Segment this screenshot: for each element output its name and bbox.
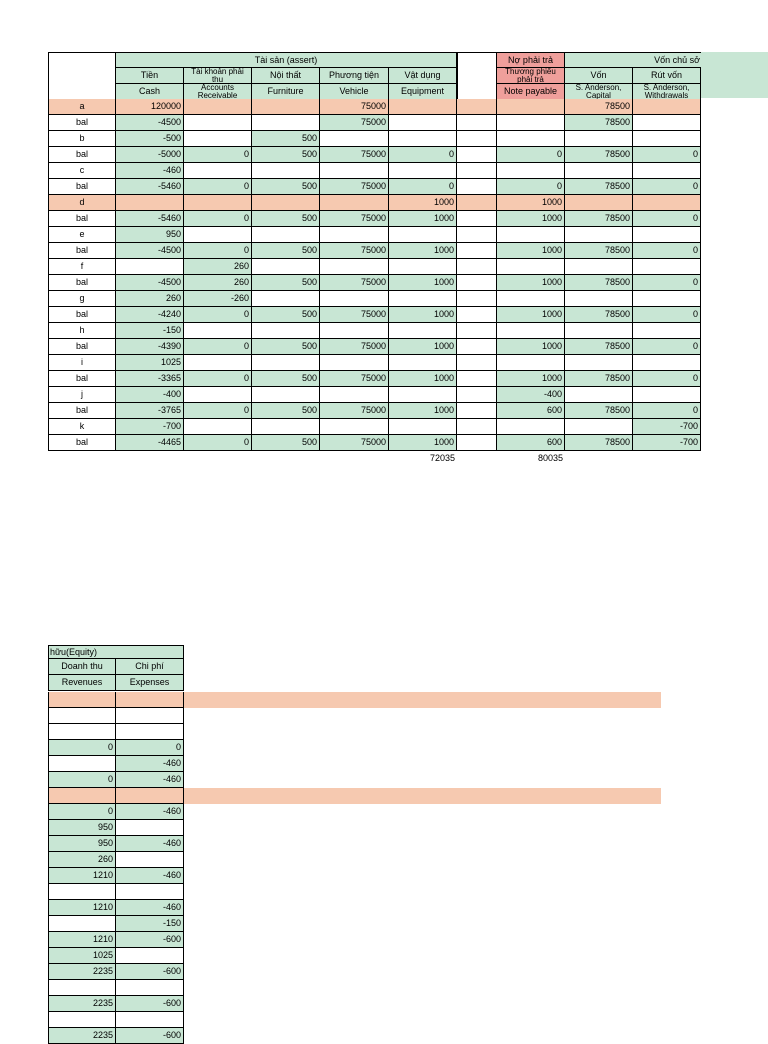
cell-expenses: [116, 980, 184, 996]
row-label-header[interactable]: [48, 52, 116, 100]
cell-withdrawals: -700: [633, 419, 701, 435]
equity-title-continued: hữu(Equity): [48, 645, 184, 659]
cell-accounts-receivable: [184, 227, 252, 243]
cell-equipment: [389, 227, 457, 243]
cell-note-payable: 1000: [497, 339, 565, 355]
cell-note-payable: 600: [497, 403, 565, 419]
cell-spacer: [457, 99, 497, 115]
cell-cash: -460: [116, 163, 184, 179]
cell-furniture: 500: [252, 339, 320, 355]
cell-capital: 78500: [565, 147, 633, 163]
header-vehicle-vi: Phương tiện: [320, 68, 389, 84]
cell-furniture: [252, 419, 320, 435]
cell-revenues: [48, 916, 116, 932]
cell-equipment: [389, 131, 457, 147]
cell-capital: [565, 355, 633, 371]
cell-cash: -700: [116, 419, 184, 435]
cell-accounts-receivable: [184, 323, 252, 339]
row-label: k: [48, 419, 116, 435]
cell-spacer: [457, 259, 497, 275]
cell-note-payable: [497, 131, 565, 147]
cell-cash: 1025: [116, 355, 184, 371]
cell-note-payable: [497, 419, 565, 435]
cell-capital: 78500: [565, 115, 633, 131]
cell-spacer: [457, 419, 497, 435]
cell-note-payable: 1000: [497, 195, 565, 211]
row-label: bal: [48, 243, 116, 259]
cell-accounts-receivable: 0: [184, 435, 252, 451]
cell-furniture: [252, 291, 320, 307]
cell-vehicle: 75000: [320, 243, 389, 259]
cell-accounts-receivable: 0: [184, 243, 252, 259]
cell-capital: [565, 291, 633, 307]
cell-spacer: [457, 195, 497, 211]
cell-note-payable: [497, 259, 565, 275]
cell-expenses: -150: [116, 916, 184, 932]
cell-cash: 120000: [116, 99, 184, 115]
cell-equipment: [389, 99, 457, 115]
cell-equipment: 1000: [389, 211, 457, 227]
decorative-green-block: [701, 52, 768, 98]
header-furniture-vi: Nội thất: [252, 68, 320, 84]
cell-revenues: [48, 788, 116, 804]
cell-cash: -500: [116, 131, 184, 147]
cell-equipment: 1000: [389, 371, 457, 387]
cell-spacer: [457, 179, 497, 195]
cell-furniture: 500: [252, 403, 320, 419]
cell-note-payable: -400: [497, 387, 565, 403]
cell-accounts-receivable: 0: [184, 339, 252, 355]
cell-note-payable: [497, 291, 565, 307]
cell-cash: [116, 259, 184, 275]
equity-title: Vốn chủ sở: [565, 52, 701, 68]
cell-expenses: -460: [116, 772, 184, 788]
cell-withdrawals: [633, 115, 701, 131]
cell-furniture: 500: [252, 243, 320, 259]
cell-withdrawals: 0: [633, 147, 701, 163]
cell-note-payable: 1000: [497, 211, 565, 227]
cell-capital: 78500: [565, 435, 633, 451]
cell-equipment: [389, 419, 457, 435]
header-revenues-vi: Doanh thu: [48, 659, 116, 675]
cell-note-payable: 0: [497, 179, 565, 195]
cell-vehicle: 75000: [320, 371, 389, 387]
cell-withdrawals: 0: [633, 307, 701, 323]
cell-cash: -4390: [116, 339, 184, 355]
row-label: bal: [48, 339, 116, 355]
cell-equipment: [389, 291, 457, 307]
cell-cash: [116, 195, 184, 211]
cell-withdrawals: [633, 131, 701, 147]
cell-capital: [565, 195, 633, 211]
cell-furniture: [252, 115, 320, 131]
cell-note-payable: 0: [497, 147, 565, 163]
cell-cash: -4240: [116, 307, 184, 323]
cell-revenues: 0: [48, 804, 116, 820]
cell-furniture: 500: [252, 275, 320, 291]
cell-vehicle: [320, 323, 389, 339]
cell-spacer: [457, 435, 497, 451]
cell-furniture: [252, 195, 320, 211]
cell-accounts-receivable: [184, 163, 252, 179]
cell-vehicle: [320, 163, 389, 179]
cell-capital: [565, 163, 633, 179]
cell-capital: 78500: [565, 371, 633, 387]
cell-cash: -4465: [116, 435, 184, 451]
cell-revenues: 1210: [48, 932, 116, 948]
cell-accounts-receivable: [184, 387, 252, 403]
row-label: bal: [48, 435, 116, 451]
cell-note-payable: 600: [497, 435, 565, 451]
row-label: c: [48, 163, 116, 179]
row-label: bal: [48, 211, 116, 227]
cell-withdrawals: [633, 163, 701, 179]
cell-expenses: [116, 692, 184, 708]
cell-accounts-receivable: 0: [184, 211, 252, 227]
header-note-payable-vi: Thương phiếu phải trả: [497, 68, 565, 84]
cell-expenses: -460: [116, 868, 184, 884]
cell-vehicle: 75000: [320, 115, 389, 131]
cell-cash: 950: [116, 227, 184, 243]
cell-cash: -4500: [116, 275, 184, 291]
cell-spacer: [457, 243, 497, 259]
header-cash-vi: Tiền: [116, 68, 184, 84]
cell-withdrawals: [633, 387, 701, 403]
cell-furniture: 500: [252, 131, 320, 147]
cell-accounts-receivable: 0: [184, 307, 252, 323]
cell-capital: [565, 323, 633, 339]
cell-revenues: 2235: [48, 996, 116, 1012]
cell-accounts-receivable: [184, 115, 252, 131]
cell-vehicle: [320, 419, 389, 435]
cell-equipment: 1000: [389, 243, 457, 259]
cell-withdrawals: 0: [633, 339, 701, 355]
cell-spacer: [457, 355, 497, 371]
cell-capital: 78500: [565, 307, 633, 323]
cell-note-payable: [497, 163, 565, 179]
cell-spacer: [457, 147, 497, 163]
cell-vehicle: [320, 355, 389, 371]
cell-cash: -3365: [116, 371, 184, 387]
cell-note-payable: [497, 227, 565, 243]
cell-revenues: [48, 708, 116, 724]
cell-vehicle: [320, 387, 389, 403]
cell-expenses: -460: [116, 900, 184, 916]
cell-capital: 78500: [565, 211, 633, 227]
spacer-header: [457, 52, 497, 100]
cell-revenues: 950: [48, 820, 116, 836]
cell-capital: [565, 131, 633, 147]
cell-spacer: [457, 227, 497, 243]
cell-revenues: [48, 692, 116, 708]
cell-withdrawals: [633, 227, 701, 243]
cell-spacer: [457, 307, 497, 323]
cell-equipment: [389, 259, 457, 275]
cell-revenues: 1025: [48, 948, 116, 964]
liabilities-title: Nợ phải trả: [497, 52, 565, 68]
cell-capital: 78500: [565, 179, 633, 195]
cell-expenses: [116, 948, 184, 964]
cell-furniture: 500: [252, 211, 320, 227]
row-label: j: [48, 387, 116, 403]
assets-title: Tài sản (assert): [116, 52, 457, 68]
header-expenses-vi: Chi phí: [116, 659, 184, 675]
cell-equipment: 1000: [389, 307, 457, 323]
cell-equipment: 1000: [389, 339, 457, 355]
cell-accounts-receivable: 260: [184, 275, 252, 291]
cell-cash: -150: [116, 323, 184, 339]
cell-equipment: 1000: [389, 435, 457, 451]
cell-revenues: 1210: [48, 868, 116, 884]
cell-accounts-receivable: 260: [184, 259, 252, 275]
cell-furniture: 500: [252, 147, 320, 163]
cell-equipment: 1000: [389, 195, 457, 211]
cell-withdrawals: 0: [633, 403, 701, 419]
row-label: i: [48, 355, 116, 371]
header-revenues-en: Revenues: [48, 675, 116, 691]
cell-expenses: -600: [116, 996, 184, 1012]
cell-spacer: [457, 371, 497, 387]
cell-expenses: 0: [116, 740, 184, 756]
header-vehicle-en: Vehicle: [320, 84, 389, 100]
cell-capital: 78500: [565, 403, 633, 419]
cell-expenses: -600: [116, 1028, 184, 1044]
cell-withdrawals: 0: [633, 211, 701, 227]
total-liabilities-equity: 80035: [537, 453, 563, 463]
row-label: e: [48, 227, 116, 243]
cell-withdrawals: 0: [633, 371, 701, 387]
cell-capital: 78500: [565, 243, 633, 259]
header-capital-vi: Vốn: [565, 68, 633, 84]
cell-vehicle: 75000: [320, 403, 389, 419]
cell-equipment: 1000: [389, 275, 457, 291]
cell-revenues: 0: [48, 740, 116, 756]
cell-furniture: 500: [252, 371, 320, 387]
cell-revenues: 2235: [48, 964, 116, 980]
cell-vehicle: 75000: [320, 435, 389, 451]
cell-cash: -400: [116, 387, 184, 403]
row-label: bal: [48, 147, 116, 163]
cell-revenues: [48, 884, 116, 900]
cell-furniture: 500: [252, 179, 320, 195]
cell-accounts-receivable: 0: [184, 179, 252, 195]
cell-expenses: [116, 852, 184, 868]
cell-cash: -5460: [116, 211, 184, 227]
header-equipment-en: Equipment: [389, 84, 457, 100]
cell-spacer: [457, 275, 497, 291]
cell-accounts-receivable: 0: [184, 371, 252, 387]
cell-expenses: -600: [116, 964, 184, 980]
row-label: bal: [48, 403, 116, 419]
cell-furniture: [252, 387, 320, 403]
cell-spacer: [457, 387, 497, 403]
cell-withdrawals: 0: [633, 243, 701, 259]
cell-accounts-receivable: [184, 131, 252, 147]
cell-revenues: [48, 1012, 116, 1028]
header-expenses-en: Expenses: [116, 675, 184, 691]
highlight-band: [184, 692, 661, 708]
cell-revenues: 1210: [48, 900, 116, 916]
cell-equipment: 0: [389, 179, 457, 195]
cell-equipment: [389, 115, 457, 131]
cell-revenues: 2235: [48, 1028, 116, 1044]
cell-spacer: [457, 291, 497, 307]
cell-expenses: -460: [116, 756, 184, 772]
row-label: b: [48, 131, 116, 147]
cell-capital: [565, 259, 633, 275]
cell-cash: -5460: [116, 179, 184, 195]
cell-vehicle: [320, 195, 389, 211]
cell-expenses: [116, 1012, 184, 1028]
cell-withdrawals: [633, 99, 701, 115]
cell-cash: -5000: [116, 147, 184, 163]
cell-note-payable: [497, 99, 565, 115]
cell-revenues: [48, 724, 116, 740]
cell-withdrawals: 0: [633, 275, 701, 291]
cell-capital: 78500: [565, 339, 633, 355]
cell-vehicle: [320, 227, 389, 243]
cell-cash: -3765: [116, 403, 184, 419]
cell-expenses: [116, 884, 184, 900]
cell-furniture: [252, 99, 320, 115]
cell-furniture: [252, 355, 320, 371]
cell-revenues: [48, 756, 116, 772]
cell-capital: [565, 419, 633, 435]
cell-revenues: 260: [48, 852, 116, 868]
cell-accounts-receivable: 0: [184, 147, 252, 163]
row-label: bal: [48, 115, 116, 131]
cell-withdrawals: [633, 259, 701, 275]
cell-withdrawals: [633, 323, 701, 339]
cell-vehicle: 75000: [320, 275, 389, 291]
cell-note-payable: 1000: [497, 243, 565, 259]
cell-expenses: -460: [116, 804, 184, 820]
cell-furniture: [252, 163, 320, 179]
cell-equipment: [389, 323, 457, 339]
cell-furniture: [252, 227, 320, 243]
cell-revenues: [48, 980, 116, 996]
cell-accounts-receivable: -260: [184, 291, 252, 307]
row-label: a: [48, 99, 116, 115]
cell-note-payable: 1000: [497, 307, 565, 323]
row-label: bal: [48, 371, 116, 387]
row-label: bal: [48, 179, 116, 195]
cell-vehicle: 75000: [320, 307, 389, 323]
row-label: h: [48, 323, 116, 339]
cell-vehicle: 75000: [320, 211, 389, 227]
cell-furniture: 500: [252, 307, 320, 323]
cell-note-payable: [497, 355, 565, 371]
header-accounts-receivable-vi: Tài khoản phải thu: [184, 68, 252, 84]
cell-revenues: 950: [48, 836, 116, 852]
cell-vehicle: [320, 291, 389, 307]
header-note-payable-en: Note payable: [497, 84, 565, 100]
cell-accounts-receivable: 0: [184, 403, 252, 419]
cell-expenses: -600: [116, 932, 184, 948]
cell-equipment: 1000: [389, 403, 457, 419]
cell-spacer: [457, 131, 497, 147]
cell-vehicle: 75000: [320, 147, 389, 163]
cell-note-payable: 1000: [497, 371, 565, 387]
header-furniture-en: Furniture: [252, 84, 320, 100]
cell-withdrawals: [633, 195, 701, 211]
cell-capital: 78500: [565, 99, 633, 115]
header-cash-en: Cash: [116, 84, 184, 100]
cell-cash: -4500: [116, 115, 184, 131]
cell-capital: 78500: [565, 275, 633, 291]
cell-expenses: [116, 820, 184, 836]
cell-accounts-receivable: [184, 355, 252, 371]
cell-accounts-receivable: [184, 419, 252, 435]
cell-withdrawals: -700: [633, 435, 701, 451]
row-label: g: [48, 291, 116, 307]
cell-withdrawals: [633, 355, 701, 371]
cell-cash: 260: [116, 291, 184, 307]
row-label: bal: [48, 275, 116, 291]
row-label: bal: [48, 307, 116, 323]
cell-equipment: [389, 355, 457, 371]
cell-spacer: [457, 339, 497, 355]
total-assets: 72035: [429, 453, 455, 463]
cell-vehicle: [320, 131, 389, 147]
row-label: d: [48, 195, 116, 211]
cell-withdrawals: [633, 291, 701, 307]
cell-equipment: [389, 387, 457, 403]
cell-withdrawals: 0: [633, 179, 701, 195]
cell-cash: -4500: [116, 243, 184, 259]
cell-vehicle: 75000: [320, 179, 389, 195]
cell-expenses: -460: [116, 836, 184, 852]
cell-vehicle: 75000: [320, 99, 389, 115]
header-accounts-receivable-en: Accounts Receivable: [184, 84, 252, 100]
cell-spacer: [457, 211, 497, 227]
cell-vehicle: 75000: [320, 339, 389, 355]
cell-furniture: [252, 259, 320, 275]
cell-vehicle: [320, 259, 389, 275]
header-withdrawals-en: S. Anderson, Withdrawals: [633, 84, 701, 100]
cell-note-payable: 1000: [497, 275, 565, 291]
cell-revenues: 0: [48, 772, 116, 788]
row-label: f: [48, 259, 116, 275]
cell-spacer: [457, 323, 497, 339]
cell-equipment: [389, 163, 457, 179]
cell-note-payable: [497, 115, 565, 131]
cell-capital: [565, 387, 633, 403]
cell-accounts-receivable: [184, 99, 252, 115]
header-equipment-vi: Vật dụng: [389, 68, 457, 84]
cell-expenses: [116, 788, 184, 804]
header-withdrawals-vi: Rút vốn: [633, 68, 701, 84]
highlight-band: [184, 788, 661, 804]
cell-expenses: [116, 724, 184, 740]
cell-spacer: [457, 115, 497, 131]
cell-spacer: [457, 163, 497, 179]
header-capital-en: S. Anderson, Capital: [565, 84, 633, 100]
cell-furniture: [252, 323, 320, 339]
cell-note-payable: [497, 323, 565, 339]
cell-accounts-receivable: [184, 195, 252, 211]
cell-equipment: 0: [389, 147, 457, 163]
cell-expenses: [116, 708, 184, 724]
cell-capital: [565, 227, 633, 243]
cell-furniture: 500: [252, 435, 320, 451]
cell-spacer: [457, 403, 497, 419]
